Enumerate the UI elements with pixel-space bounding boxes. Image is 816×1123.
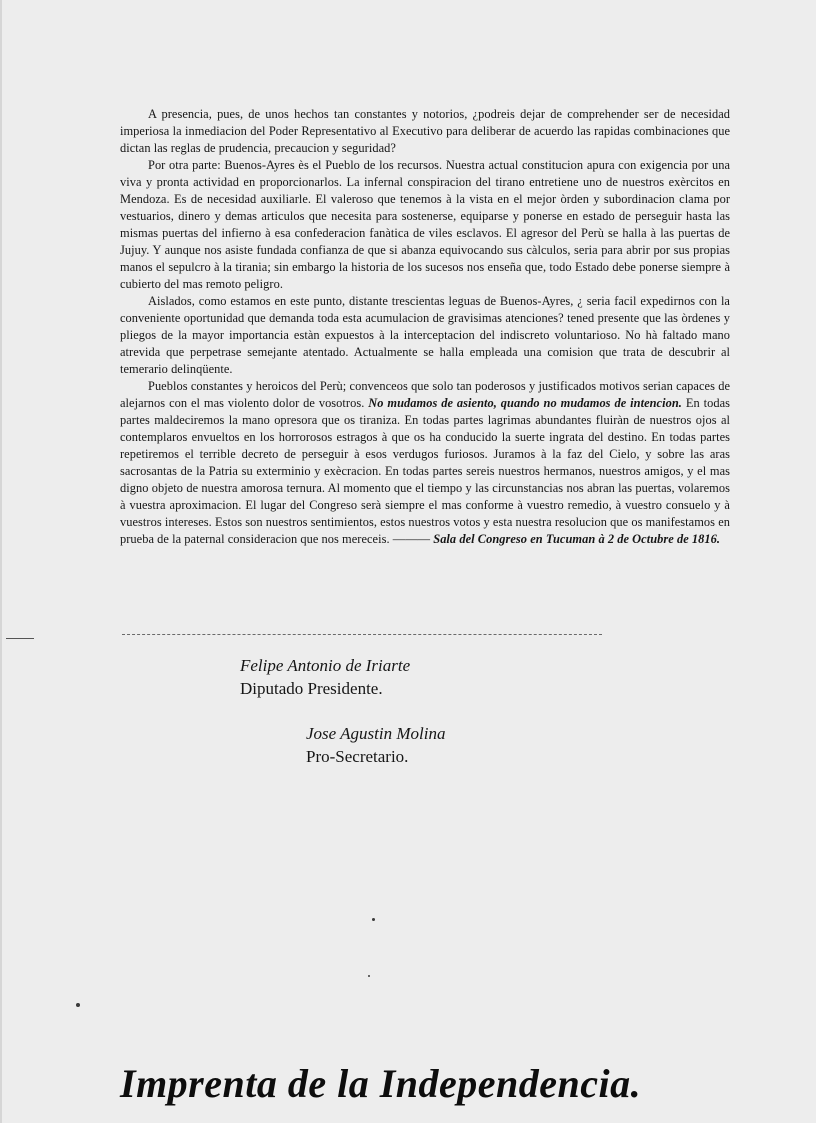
paragraph-1: A presencia, pues, de unos hechos tan constantes y notorios, ¿podreis dejar de comprehender ser de necesidad imperiosa la inmediacion del Poder Representativo al Executivo para deliberar de acuerdo las rapidas combinaciones que dictan las reglas de prudencia, precaucion y seguridad? [120,107,730,155]
signature-president-name: Felipe Antonio de Iriarte [240,656,411,675]
place-date: Sala del Congreso en Tucuman à 2 de Octubre de 1816. [433,532,721,546]
margin-mark [6,638,34,639]
signature-secretary-name: Jose Agustin Molina [306,724,446,743]
printer-imprint: Imprenta de la Independencia. [120,1061,642,1106]
paragraph-4-before: Pueblos constantes y heroicos del Perù; convenceos que solo tan poderosos y justificados motivos serian capaces de alejarnos con el mas violento dolor de vosotros. [120,379,730,410]
paper-speck [76,1003,80,1007]
paragraph-3: Aislados, como estamos en este punto, distante trescientas leguas de Buenos-Ayres, ¿ seria facil expedirnos con la conveniente oportunidad que demanda toda esta acumulacion de gravisimas atenciones? tened presente que las òrdenes y pliegos de la mayor importancia estàn expuestos à la interceptacion del indiscreto voluntarioso. No hà faltado mano atrevida que perpetrase semejante atentado. Actualmente se halla empleada una comision que trata de descubrir al temerario delinqüente. [120,294,730,376]
signature-president-title: Diputado Presidente. [240,679,383,698]
separator-rule [122,634,602,635]
paper-speck [372,918,375,921]
paragraph-4 [120,378,730,548]
signature-secretary-title: Pro-Secretario. [306,747,409,766]
paragraph-4-emphasis: No mudamos de asiento, quando no mudamos de intencion. [368,396,682,410]
paper-speck [368,975,370,977]
paragraph-4-after: En todas partes maldeciremos la mano opresora que os tiraniza. En todas partes lagrimas abundantes fluiràn de nuestros ojos al contemplaros envueltos en los horrorosos estragos à que os ha conducido la suerte ingrata del destino. En todas partes repetiremos el terrible decreto de perseguir à esos verdugos furiosos. Juramos à la faz del Cielo, y sobre las aras sacrosantas de la Patria su exterminio y exècracion. En todas partes sereis nuestros hermanos, nuestros amigos, y el mas digno objeto de nuestra amorosa ternura. Al momento que el tiempo y las circunstancias nos abran las puertas, volaremos à vuestra aproximacion. El lugar del Congreso serà siempre el mas conforme à vuestro remedio, à vuestro consuelo y à vuestros intereses. Estos son nuestros sentimientos, estos nuestros votos y esta nuestra resolucion que os manifestamos en prueba de la paternal consideracion que nos mereceis. ——— [120,396,731,546]
paragraph-2: Por otra parte: Buenos-Ayres ès el Pueblo de los recursos. Nuestra actual constitucion apura con exigencia por una viva y pronta actividad en proporcionarlos. La infernal conspiracion del tirano entretiene uno de nuestros exèrcitos en Mendoza. Es de necesidad auxiliarle. El valeroso que tenemos à la vista en el mejor òrden y subordinacion clama por vestuarios, dinero y demas articulos que necesita para sostenerse, equiparse y ponerse en estado de perseguir hasta las mismas puertas del infierno à esa confederacion fanàtica de viles esclavos. El agresor del Perù se halla à las puertas de Jujuy. Y aunque nos asiste fundada confianza de que si abanza equivocando sus càlculos, seria para abrir por sus propias manos el sepulcro à la tirania; sin embargo la historia de los sucesos nos enseña que, todo Estado debe ponerse siempre à cubierto del mas remoto peligro. [120,158,730,291]
proclamation-text [120,106,730,548]
